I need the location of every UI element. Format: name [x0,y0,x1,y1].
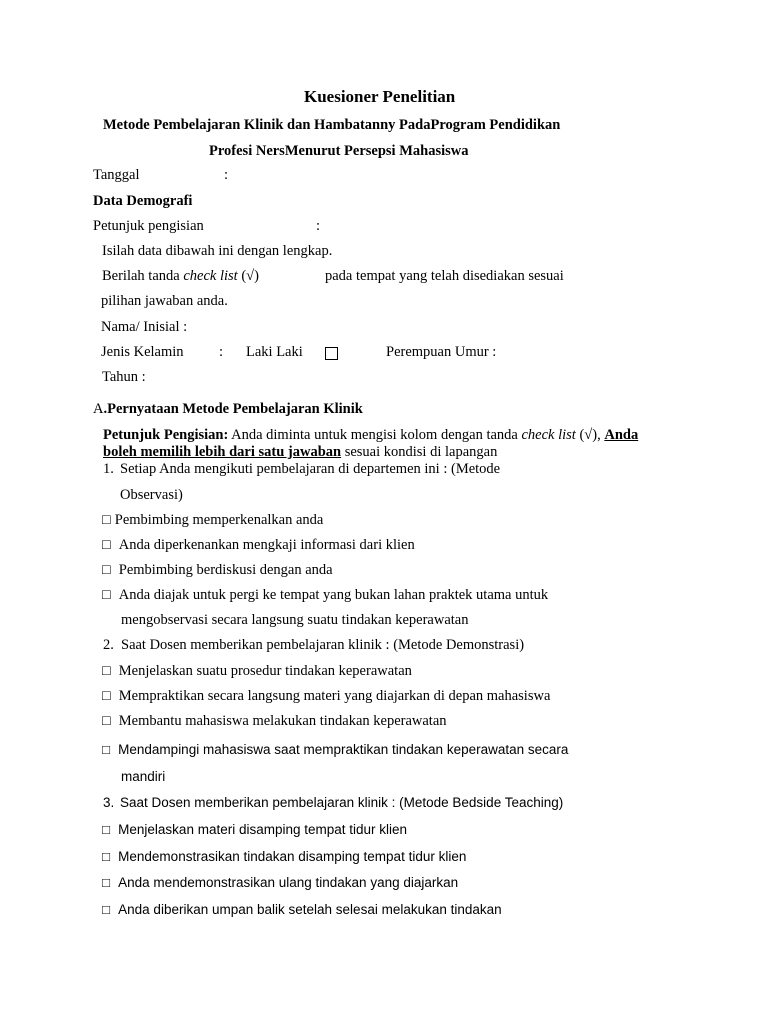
petunjuk-pengisian-text: Anda diminta untuk mengisi kolom dengan tanda [228,427,522,443]
checkbox-icon[interactable]: □ [102,688,111,704]
q3-option-3[interactable] [102,874,458,892]
page-title: Kuesioner Penelitian [304,87,456,106]
q3-option-3-label: Anda mendemonstrasikan ulang tindakan yang diajarkan [118,875,459,890]
q2-option-1[interactable] [102,662,412,680]
perempuan-umur-label: Perempuan Umur : [386,344,497,360]
q2-option-3-label: Membantu mahasiswa melakukan tindakan keperawatan [118,713,447,729]
petunjuk-symbol: (√), [575,427,605,443]
q1-option-1-label: Pembimbing memperkenalkan anda [114,512,324,528]
q1-number: 1. [103,461,114,477]
petunjuk-colon: : [316,218,321,234]
checkbox-icon[interactable]: □ [102,537,111,553]
q2-number: 2. [103,637,114,653]
q3-text: Saat Dosen memberikan pembelajaran klinik : (Metode Bedside Teaching) [120,795,564,810]
q1-option-3[interactable] [102,561,333,579]
petunjuk-underlined: boleh memilih lebih dari satu jawaban [103,444,342,460]
subtitle-line-1: Metode Pembelajaran Klinik dan Hambatanny PadaProgram Pendidikan [103,117,561,133]
q1-text-line-1: Setiap Anda mengikuti pembelajaran di departemen ini : (Metode [120,461,501,477]
checkbox-square-icon [325,347,338,360]
jenis-kelamin-label: Jenis Kelamin [101,344,184,360]
section-a-instruction-line-2 [103,443,497,461]
q2-option-2[interactable] [102,687,550,705]
q1-option-4-label: Anda diajak untuk pergi ke tempat yang bukan lahan praktek utama untuk [118,587,549,603]
section-a-heading [93,400,363,418]
q2-option-4-label: Mendampingi mahasiswa saat mempraktikan tindakan keperawatan secara [118,742,569,757]
q2-option-1-label: Menjelaskan suatu prosedur tindakan keperawatan [118,663,412,679]
tanggal-colon: : [224,167,229,183]
instruction-1: Isilah data dibawah ini dengan lengkap. [102,243,333,259]
tahun-field: Tahun : [102,369,146,385]
subtitle-line-2: Profesi NersMenurut Persepsi Mahasiswa [209,143,469,159]
instruction-3: pilihan jawaban anda. [101,293,228,309]
q3-option-2[interactable] [102,848,466,866]
tanggal-label: Tanggal [93,167,140,183]
q1-option-2[interactable] [102,536,415,554]
checkbox-icon[interactable]: □ [102,902,111,917]
checkbox-icon[interactable]: □ [102,849,111,864]
q1-option-3-label: Pembimbing berdiskusi dengan anda [118,562,333,578]
instruction-2-b: (√) [237,268,259,284]
q1-option-4-continued: mengobservasi secara langsung suatu tindakan keperawatan [121,612,469,628]
checkbox-icon[interactable]: □ [102,587,111,603]
data-demografi-heading: Data Demografi [93,193,193,209]
q3-option-1[interactable] [102,821,407,839]
q2-option-3[interactable] [102,712,447,730]
instruction-2-c: pada tempat yang telah disediakan sesuai [325,268,564,284]
q3-option-4-label: Anda diberikan umpan balik setelah selesai melakukan tindakan [118,902,502,917]
q2-option-4-continued: mandiri [121,769,166,784]
section-a-title: .Pernyataan Metode Pembelajaran Klinik [103,401,363,417]
laki-laki-checkbox[interactable] [325,345,338,363]
section-a-instruction-line-1 [103,426,638,444]
petunjuk-label: Petunjuk pengisian [93,218,204,234]
q3-option-2-label: Mendemonstrasikan tindakan disamping tempat tidur klien [118,849,467,864]
nama-field: Nama/ Inisial : [101,319,188,335]
checkbox-icon[interactable]: □ [102,875,111,890]
checkbox-icon[interactable]: □ [102,822,111,837]
q1-option-1[interactable] [102,511,323,529]
checkbox-icon[interactable]: □ [102,742,111,757]
instruction-2-check: check list [183,268,238,284]
q1-option-4[interactable] [102,586,548,604]
q2-option-2-label: Mempraktikan secara langsung materi yang diajarkan di depan mahasiswa [118,688,551,704]
petunjuk-check-list: check list [521,427,576,443]
instruction-2-a: Berilah tanda [102,268,184,284]
checkbox-icon[interactable]: □ [102,663,111,679]
q1-text-line-2: Observasi) [120,487,183,503]
petunjuk-anda: Anda [604,427,639,443]
petunjuk-pengisian-bold: Petunjuk Pengisian: [103,427,229,443]
checkbox-icon[interactable]: □ [102,562,111,578]
petunjuk-line-2-rest: sesuai kondisi di lapangan [341,444,498,460]
laki-laki-label: Laki Laki [246,344,303,360]
q1-option-2-label: Anda diperkenankan mengkaji informasi dari klien [118,537,415,553]
instruction-2 [102,267,259,285]
checkbox-icon[interactable]: □ [102,713,111,729]
section-a-prefix: A [93,401,104,417]
q3-number: 3. [103,795,115,810]
jenis-kelamin-colon: : [219,344,224,360]
q3-option-4[interactable] [102,901,502,919]
q3-option-1-label: Menjelaskan materi disamping tempat tidur klien [118,822,408,837]
q2-text: Saat Dosen memberikan pembelajaran klinik : (Metode Demonstrasi) [121,637,525,653]
q2-option-4[interactable] [102,741,568,759]
checkbox-icon[interactable]: □ [102,512,111,528]
